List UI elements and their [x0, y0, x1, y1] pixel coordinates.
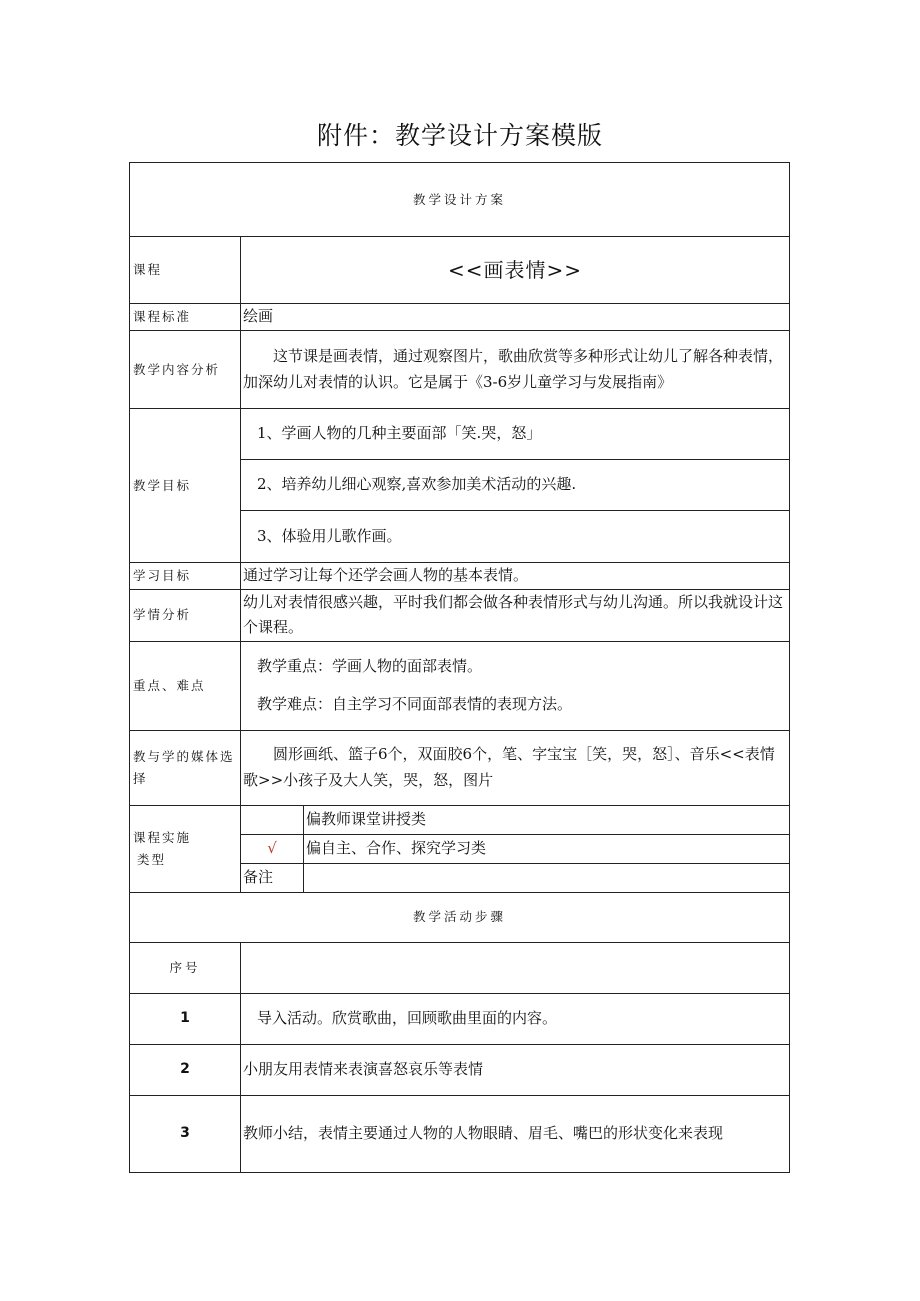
type-check-empty	[241, 805, 304, 834]
standard-row	[130, 304, 790, 331]
page-title: 附件：教学设计方案模版	[316, 121, 603, 150]
content-value: 这节课是画表情，通过观察图片，歌曲欣赏等多种形式让幼儿了解各种表情，加深幼儿对表情的认识。它是属于《3-6岁儿童学习与发展指南》	[241, 331, 790, 409]
key-row	[130, 641, 790, 730]
checkmark-icon: √	[241, 834, 304, 863]
step-text: 导入活动。欣赏歌曲，回顾歌曲里面的内容。	[241, 993, 790, 1044]
step-text: 小朋友用表情来表演喜怒哀乐等表情	[241, 1044, 790, 1095]
goal-item: 2、培养幼儿细心观察,喜欢参加美术活动的兴趣.	[241, 460, 790, 511]
standard-value: 绘画	[241, 304, 790, 331]
activity-header-row	[130, 892, 790, 942]
analysis-row	[130, 589, 790, 641]
type-label	[130, 805, 241, 892]
study-goal-label: 学习目标	[130, 563, 241, 590]
key-point: 教学重点：学画人物的面部表情。	[257, 657, 483, 675]
key-label: 重点、难点	[130, 641, 241, 730]
analysis-value: 幼儿对表情很感兴趣，平时我们都会做各种表情形式与幼儿沟通。所以我就设计这个课程。	[241, 589, 790, 641]
type-row-1	[130, 805, 790, 834]
standard-label: 课程标准	[130, 304, 241, 331]
step-number: 1	[130, 993, 241, 1044]
step-number: 2	[130, 1044, 241, 1095]
course-label: 课程	[130, 237, 241, 304]
seq-header-row	[130, 942, 790, 993]
type-label-line-1: 课程实施	[133, 830, 192, 846]
remark-label: 备注	[241, 863, 304, 892]
activity-header: 教学活动步骤	[130, 892, 790, 942]
step-text: 教师小结，表情主要通过人物的人物眼睛、眉毛、嘴巴的形状变化来表现	[241, 1095, 790, 1172]
content-row	[130, 331, 790, 409]
study-goal-row	[130, 563, 790, 590]
study-goal-value: 通过学习让每个还学会画人物的基本表情。	[241, 563, 790, 590]
goal-item: 1、学画人物的几种主要面部「笑.哭，怒」	[241, 409, 790, 460]
seq-label: 序号	[130, 942, 241, 993]
media-row	[130, 730, 790, 805]
difficult-point: 教学难点：自主学习不同面部表情的表现方法。	[257, 694, 573, 713]
content-label: 教学内容分析	[130, 331, 241, 409]
analysis-label: 学情分析	[130, 589, 241, 641]
type-option-2: 偏自主、合作、探究学习类	[304, 834, 790, 863]
media-value: 圆形画纸、篮子6个，双面胶6个，笔、字宝宝［笑，哭，怒］、音乐<<表情歌>>小孩子及大人笑，哭，怒，图片	[241, 730, 790, 805]
step-number: 3	[130, 1095, 241, 1172]
step-row	[130, 993, 790, 1044]
course-value: <<画表情>>	[241, 237, 790, 304]
step-row	[130, 1044, 790, 1095]
type-label-line-2: 类型	[137, 851, 167, 867]
teaching-plan-table	[129, 162, 790, 1173]
goals-label: 教学目标	[130, 409, 241, 563]
remark-value	[304, 863, 790, 892]
media-label: 教与学的媒体选择	[130, 730, 241, 805]
table-header-row	[130, 163, 790, 237]
course-row	[130, 237, 790, 304]
key-value	[241, 641, 790, 730]
table-header: 教学设计方案	[130, 163, 790, 237]
goal-item: 3、体验用儿歌作画。	[241, 511, 790, 563]
goal-row-1	[130, 409, 790, 460]
seq-content-header	[241, 942, 790, 993]
step-row	[130, 1095, 790, 1172]
type-option-1: 偏教师课堂讲授类	[304, 805, 790, 834]
